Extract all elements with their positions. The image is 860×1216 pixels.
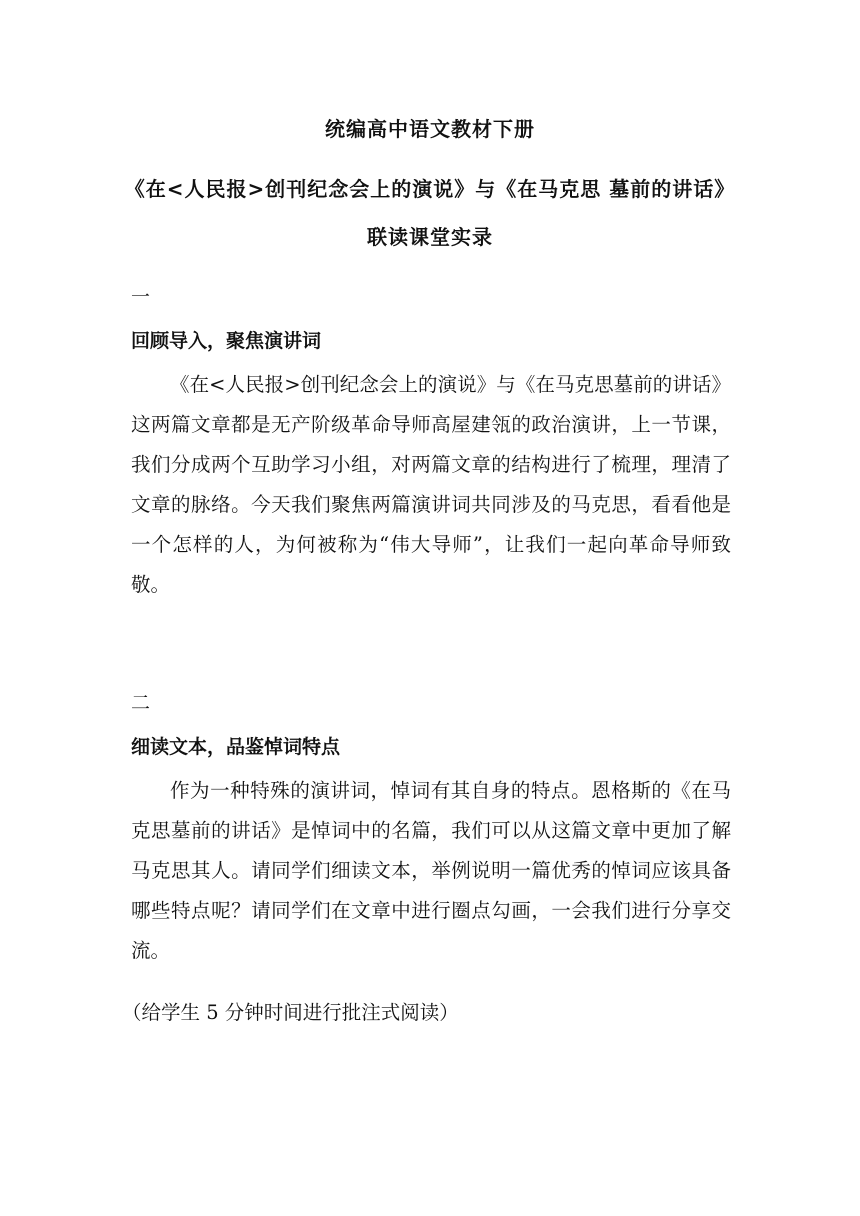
section-paragraph: 《在<人民报>创刊纪念会上的演说》与《在马克思墓前的讲话》这两篇文章都是无产阶级革命导师高屋建瓴的政治演讲，上一节课，我们分成两个互助学习小组，对两篇文章的结构进行了梳理，理清了文章的脉络。今天我们聚焦两篇演讲词共同涉及的马克思，看看他是一个怎样的人，为何被称为“伟大导师”，让我们一起向革命导师致敬。 bbox=[131, 373, 731, 596]
teaching-note: （给学生 5 分钟时间进行批注式阅读） bbox=[122, 1001, 459, 1024]
document-title: 统编高中语文教材下册 bbox=[325, 117, 535, 141]
section-heading: 回顾导入，聚焦演讲词 bbox=[131, 330, 322, 352]
section-paragraph: 作为一种特殊的演讲词，悼词有其自身的特点。恩格斯的《在马克思墓前的讲话》是悼词中的名篇，我们可以从这篇文章中更加了解马克思其人。请同学们细读文本，举例说明一篇优秀的悼词应该具备哪些特点呢？请同学们在文章中进行圈点勾画，一会我们进行分享交流。 bbox=[131, 779, 731, 962]
document-subtitle: 《在<人民报>创刊纪念会上的演说》与《在马克思 墓前的讲话》 bbox=[124, 177, 736, 201]
section-heading: 细读文本，品鉴悼词特点 bbox=[131, 736, 341, 758]
section-number: 一 bbox=[131, 286, 151, 308]
section-number: 二 bbox=[131, 692, 151, 714]
document-subtitle-line2: 联读课堂实录 bbox=[367, 225, 493, 249]
